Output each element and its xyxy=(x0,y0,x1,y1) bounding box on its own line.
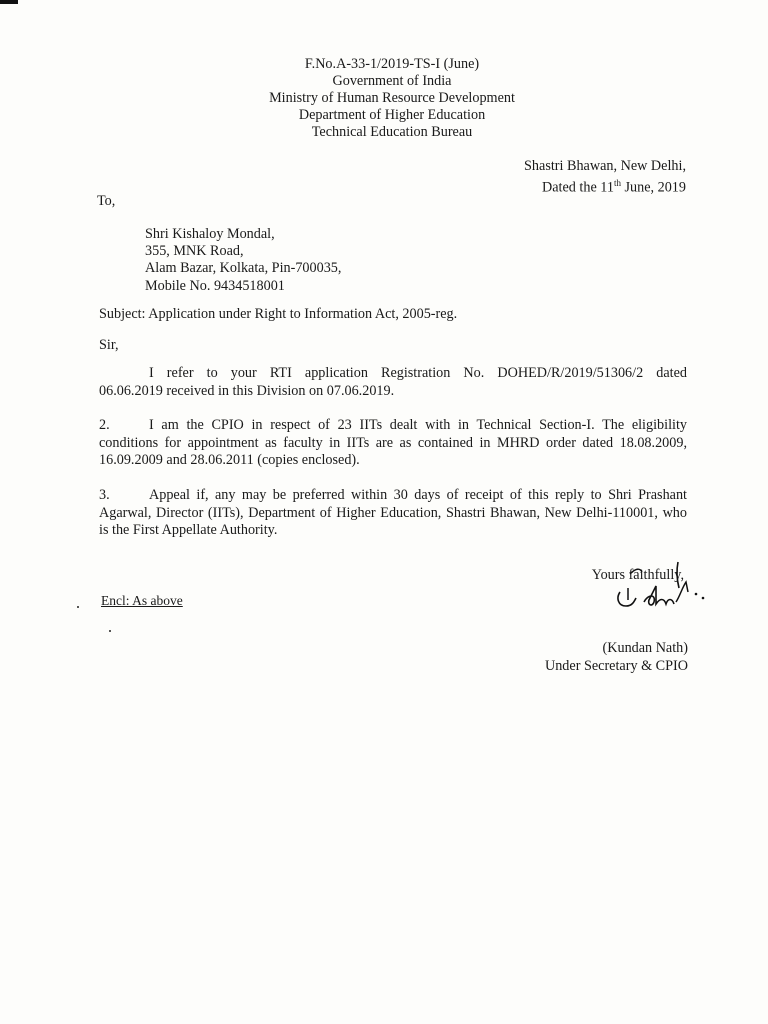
department-name: Department of Higher Education xyxy=(298,107,486,123)
paragraph-2-text: I am the CPIO in respect of 23 IITs dealt with in Technical Section-I. The eligibility conditions for appointment as faculty in IITs are as contained in MHRD order dated 18.08.2009, 16.09.2009 and 28.06.2011 (copies enclosed). xyxy=(99,417,687,469)
scan-corner-mark xyxy=(0,0,18,4)
enclosure-value: As above xyxy=(129,593,183,608)
recipient-mobile: Mobile No. 9434518001 xyxy=(145,277,285,294)
paragraph-3 xyxy=(99,487,687,540)
paragraph-2 xyxy=(99,417,687,470)
date-suffix: June, 2019 xyxy=(620,179,686,196)
handwritten-signature xyxy=(606,558,716,618)
place-and-date xyxy=(524,158,686,197)
recipient-city: Alam Bazar, Kolkata, Pin-700035, xyxy=(145,260,342,277)
date-line xyxy=(524,175,686,197)
date-superscript: th xyxy=(613,178,621,188)
letterhead xyxy=(0,56,768,141)
recipient-street: 355, MNK Road, xyxy=(145,243,244,260)
ministry-name: Ministry of Human Resource Development xyxy=(269,90,515,106)
paragraph-3-text: Appeal if, any may be preferred within 30 days of receipt of this reply to Shri Prashant Agarwal, Director (IITs), Department of Higher Education, Shastri Bhawan, New Delhi-110001, who is the First Appellate Authority. xyxy=(99,487,687,539)
bureau-name: Technical Education Bureau xyxy=(311,124,473,140)
signatory-name: (Kundan Nath) xyxy=(602,640,688,656)
enclosure-note xyxy=(101,593,183,609)
paragraph-1-line-1: I refer to your RTI application Registration No. DOHED/R/2019/51306/2 dated xyxy=(149,365,687,381)
scan-speck xyxy=(77,606,79,608)
closing-phrase: Yours faithfully, xyxy=(591,567,684,583)
date-prefix: Dated the 11 xyxy=(541,179,614,196)
paragraph-1-line-2: 06.06.2019 received in this Division on 07.06.2019. xyxy=(99,382,395,399)
recipient-address xyxy=(145,226,341,295)
place: Shastri Bhawan, New Delhi, xyxy=(524,158,686,174)
subject-line: Subject: Application under Right to Information Act, 2005-reg. xyxy=(99,306,458,322)
file-number: F.No.A-33-1/2019-TS-I (June) xyxy=(304,56,480,72)
government-name: Government of India xyxy=(332,73,452,89)
paragraph-3-number: 3. xyxy=(99,487,110,503)
signatory-block xyxy=(545,639,688,675)
to-label: To, xyxy=(97,193,116,209)
scan-speck xyxy=(109,630,111,632)
recipient-name: Shri Kishaloy Mondal, xyxy=(145,226,275,242)
signatory-designation: Under Secretary & CPIO xyxy=(544,658,688,674)
paragraph-1 xyxy=(99,365,687,400)
paragraph-2-number: 2. xyxy=(99,417,110,433)
salutation: Sir, xyxy=(99,337,119,353)
enclosure-label: Encl: xyxy=(101,593,130,608)
